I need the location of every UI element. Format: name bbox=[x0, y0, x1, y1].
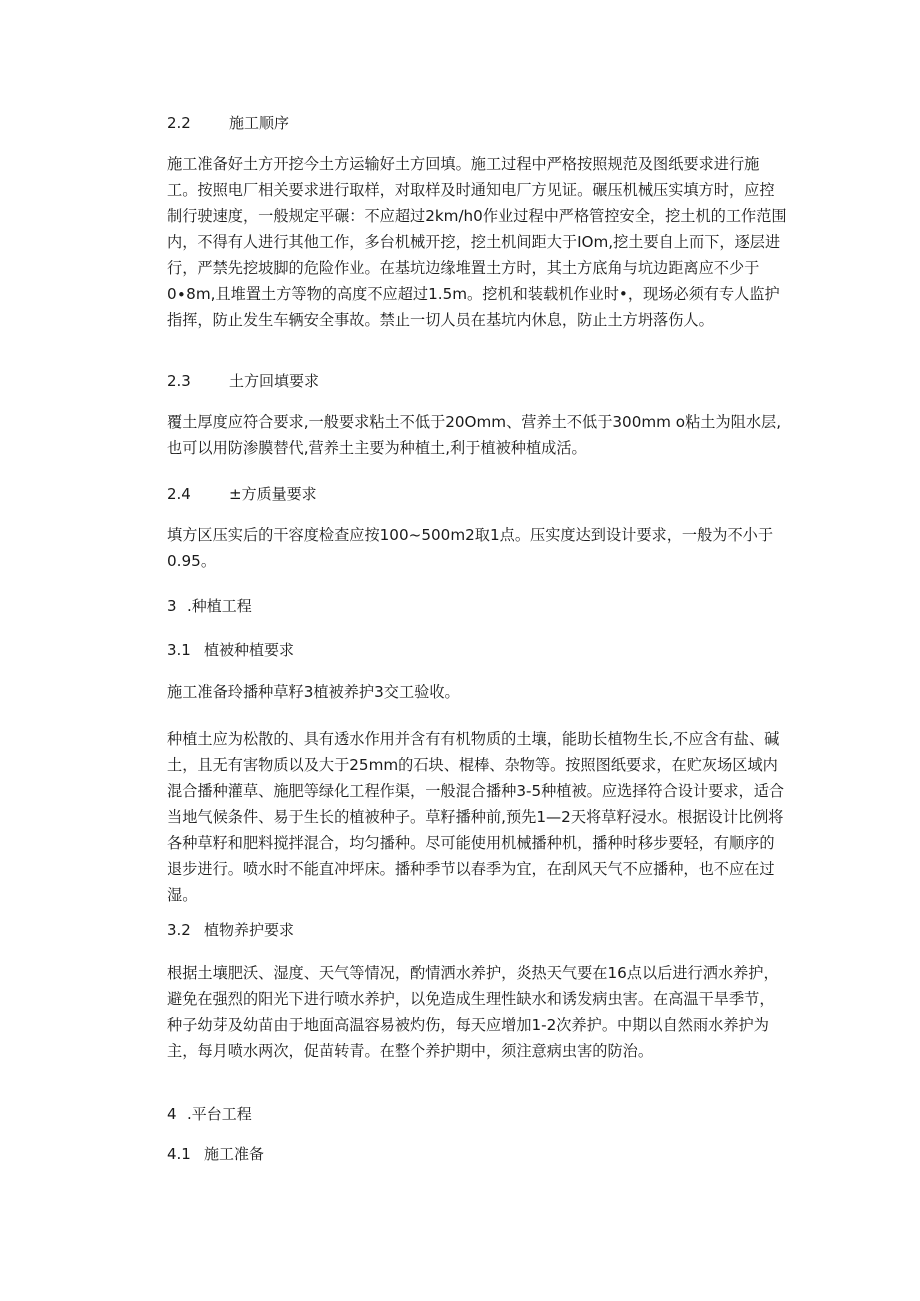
paragraph-text: 覆土厚度应符合要求,一般要求粘土不低于20Omm、营养土不低于300mm o粘土为阻水层,也可以用防渗膜替代,营养土主要为种植土,利于植被种植成活。 bbox=[167, 413, 782, 457]
paragraph-text: 根据土壤肥沃、湿度、天气等情况，酌情洒水养护，炎热天气要在16点以后进行洒水养护，避免在强烈的阳光下进行喷水养护，以免造成生理性缺水和诱发病虫害。在高温干旱季节，种子幼芽及幼苗由于地面高温容易被灼伤，每天应增加1-2次养护。中期以自然雨水养护为主，每月喷水两次，促苗转青。在整个养护期中，须注意病虫害的防治。 bbox=[167, 964, 779, 1060]
heading-4 bbox=[167, 1102, 252, 1126]
heading-title: 土方回填要求 bbox=[229, 372, 320, 390]
paragraph-planting-steps bbox=[167, 679, 787, 705]
heading-title: 施工顺序 bbox=[229, 114, 290, 132]
heading-3-2 bbox=[167, 918, 294, 942]
paragraph-text: 填方区压实后的干容度检查应按100~500m2取1点。压实度达到设计要求，一般为不小于0.95。 bbox=[167, 526, 774, 570]
heading-number: 2.2 bbox=[167, 114, 191, 132]
paragraph-text: 施工准备好土方开挖今土方运输好土方回填。施工过程中严格按照规范及图纸要求进行施工。按照电厂相关要求进行取样，对取样及时通知电厂方见证。碾压机械压实填方时，应控制行驶速度，一般规定平碾：不应超过2km∕h0作业过程中严格管控安全，挖土机的工作范围内，不得有人进行其他工作，多台机械开挖，挖土机间距大于IOm,挖土要自上而下，逐层进行，严禁先挖坡脚的危险作业。在基坑边缘堆置土方时，其土方底角与坑边距离应不少于0∙8m,且堆置土方等物的高度不应超过1.5m。挖机和装载机作业时•，现场必须有专人监护指挥，防止发生车辆安全事故。禁止一切人员在基坑内休息，防止土方坍落伤人。 bbox=[167, 155, 787, 329]
heading-3 bbox=[167, 594, 252, 618]
heading-title: ±方质量要求 bbox=[229, 485, 317, 503]
heading-3-1 bbox=[167, 638, 294, 662]
heading-title: 植物养护要求 bbox=[204, 921, 295, 939]
heading-number: 3.2 bbox=[167, 921, 191, 939]
paragraph-text: 种植土应为松散的、具有透水作用并含有有机物质的土壤，能助长植物生长,不应含有盐、碱土，且无有害物质以及大于25mm的石块、棍棒、杂物等。按照图纸要求，在贮灰场区域内混合播种灌草、施肥等绿化工程作渠，一般混合播种3-5种植被。应选择符合设计要求，适合当地气候条件、易于生长的植被种子。草籽播种前,预先1—2天将草籽浸水。根据设计比例将各种草籽和肥料搅拌混合，均匀播种。尽可能使用机械播种机，播种时移步要轻，有顺序的退步进行。喷水时不能直冲坪床。播种季节以春季为宜，在刮风天气不应播种，也不应在过湿。 bbox=[167, 730, 785, 904]
heading-2-4 bbox=[167, 482, 317, 506]
heading-2-3 bbox=[167, 369, 319, 393]
paragraph-quality bbox=[167, 522, 787, 574]
paragraph-construction-sequence bbox=[167, 151, 787, 333]
heading-number: 2.4 bbox=[167, 485, 191, 503]
paragraph-backfill bbox=[167, 409, 787, 461]
heading-4-1 bbox=[167, 1142, 264, 1166]
paragraph-maintenance bbox=[167, 960, 787, 1064]
heading-number: 4.1 bbox=[167, 1145, 191, 1163]
heading-2-2 bbox=[167, 111, 289, 135]
paragraph-planting-soil bbox=[167, 726, 787, 908]
heading-title: 施工准备 bbox=[204, 1145, 265, 1163]
heading-title: .种植工程 bbox=[187, 597, 252, 615]
paragraph-text: 施工准备玲播种草籽3植被养护3交工验收。 bbox=[167, 683, 460, 701]
heading-number: 4 bbox=[167, 1105, 177, 1123]
heading-number: 3.1 bbox=[167, 641, 191, 659]
heading-title: 植被种植要求 bbox=[204, 641, 295, 659]
heading-number: 3 bbox=[167, 597, 177, 615]
heading-title: .平台工程 bbox=[187, 1105, 252, 1123]
heading-number: 2.3 bbox=[167, 372, 191, 390]
